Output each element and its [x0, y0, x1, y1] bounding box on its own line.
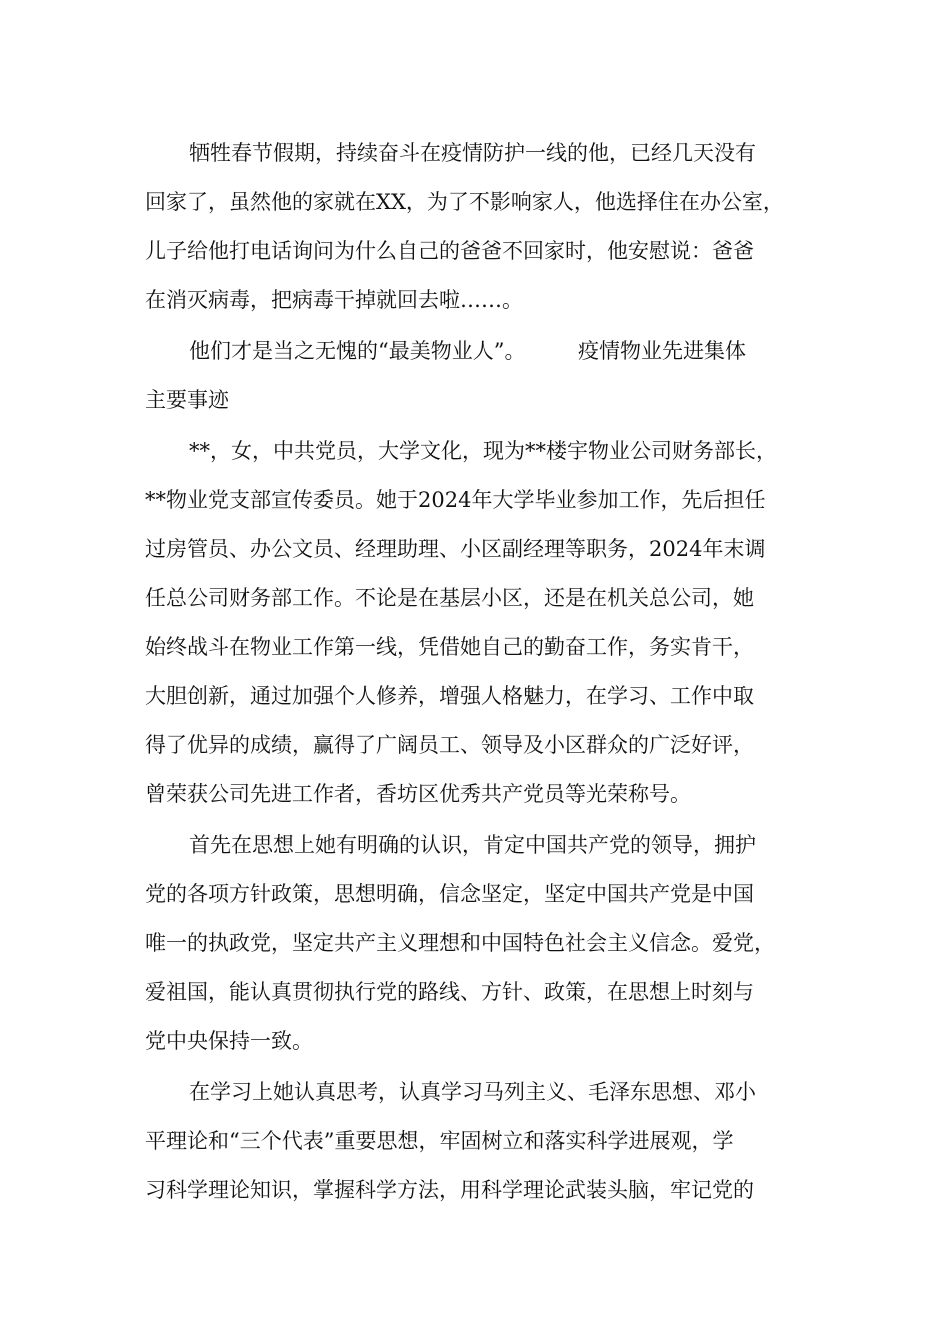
text-line: 党的各项方针政策，思想明确，信念坚定，坚定中国共产党是中国 — [145, 882, 754, 906]
text-line: 他们才是当之无愧的“最美物业人”。 疫情物业先进集体 — [189, 339, 746, 363]
text-line: 任总公司财务部工作。不论是在基层小区，还是在机关总公司，她 — [145, 586, 754, 610]
text-line: 得了优异的成绩，赢得了广阔员工、领导及小区群众的广泛好评， — [145, 733, 754, 757]
text-line: 曾荣获公司先进工作者，香坊区优秀共产党员等光荣称号。 — [145, 782, 691, 806]
text-line: 在消灭病毒，把病毒干掉就回去啦……。 — [145, 288, 523, 312]
text-line: 党中央保持一致。 — [145, 1029, 313, 1053]
text-line: 唯一的执政党，坚定共产主义理想和中国特色社会主义信念。爱党， — [145, 931, 775, 955]
text-line: 爱祖国，能认真贯彻执行党的路线、方针、政策，在思想上时刻与 — [145, 980, 754, 1004]
text-line: 过房管员、办公文员、经理助理、小区副经理等职务，2024年末调 — [145, 537, 766, 561]
text-line: **物业党支部宣传委员。她于2024年大学毕业参加工作，先后担任 — [145, 488, 766, 512]
text-line: 大胆创新，通过加强个人修养，增强人格魅力，在学习、工作中取 — [145, 684, 754, 708]
text-line: 习科学理论知识，掌握科学方法，用科学理论武装头脑，牢记党的 — [145, 1178, 754, 1202]
text-line: **，女，中共党员，大学文化，现为**楼宇物业公司财务部长， — [189, 439, 777, 463]
text-line: 主要事迹 — [145, 388, 229, 412]
text-line: 首先在思想上她有明确的认识，肯定中国共产党的领导，拥护 — [189, 833, 756, 857]
text-line: 牺牲春节假期，持续奋斗在疫情防护一线的他，已经几天没有 — [189, 141, 756, 165]
text-line: 在学习上她认真思考，认真学习马列主义、毛泽东思想、邓小 — [189, 1080, 756, 1104]
text-line: 回家了，虽然他的家就在XX，为了不影响家人，他选择住在办公室， — [145, 190, 784, 214]
text-line: 始终战斗在物业工作第一线，凭借她自己的勤奋工作，务实肯干， — [145, 635, 754, 659]
text-line: 平理论和“三个代表”重要思想，牢固树立和落实科学进展观，学 — [145, 1129, 734, 1153]
text-line: 儿子给他打电话询问为什么自己的爸爸不回家时，他安慰说：爸爸 — [145, 239, 754, 263]
